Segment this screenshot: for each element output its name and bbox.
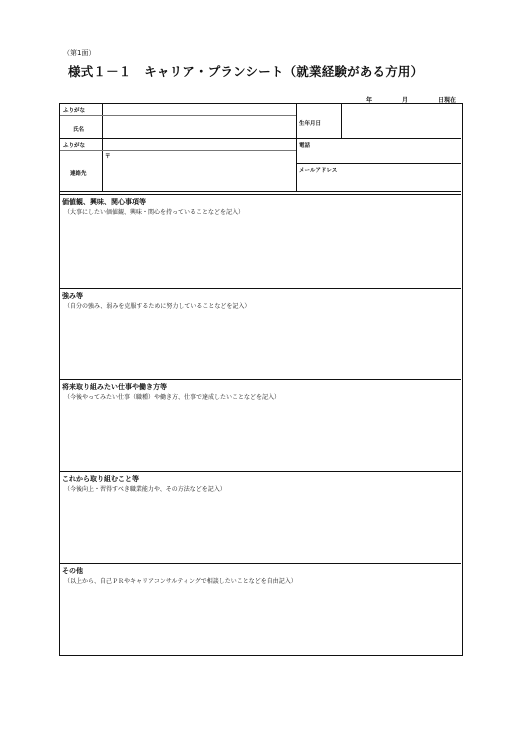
- section-next-steps-instructions: （今後向上・習得すべき職業能力や、その方法などを記入）: [64, 486, 226, 493]
- section-strengths-instructions: （自分の強み、弱みを克服するために努力していることなどを記入）: [64, 303, 251, 310]
- form-title: 様式１－１ キャリア・プランシート（就業経験がある方用）: [68, 64, 424, 79]
- section-5-top: [60, 563, 461, 564]
- section-3-top: [60, 379, 461, 380]
- section-future-work-title: 将来取り組みたい仕事や働き方等: [62, 383, 167, 391]
- section-other-instructions: （以上から、自己ＰＲやキャリアコンサルティングで相談したいことなどを自由記入）: [64, 578, 297, 585]
- page-number-note: （第1面）: [63, 49, 96, 57]
- furigana-label-2: ふりがな: [63, 143, 86, 149]
- contact-label: 連絡先: [70, 171, 87, 177]
- section-other-title: その他: [62, 567, 83, 575]
- section-strengths-title: 強み等: [62, 292, 83, 300]
- date-as-of-label: 日現在: [438, 97, 457, 104]
- phone-email-divider: [296, 163, 461, 164]
- phone-label: 電話: [299, 143, 311, 149]
- section-values-instructions: （大事にしたい価値観、興味・関心を持っていることなどを記入）: [64, 209, 245, 216]
- section-4-top: [60, 471, 461, 472]
- label-column-divider: [102, 104, 103, 191]
- section-values-title: 価値観、興味、関心事項等: [62, 198, 146, 206]
- date-year-label: 年: [366, 97, 373, 104]
- birthdate-divider: [341, 104, 342, 138]
- name-row-bottom: [60, 138, 461, 139]
- date-month-label: 月: [402, 97, 409, 104]
- name-label: 氏名: [73, 127, 85, 133]
- section-next-steps-title: これから取り組むこと等: [62, 475, 139, 483]
- career-plan-form: [59, 103, 463, 656]
- email-label: メールアドレス: [299, 168, 338, 174]
- furigana-name-divider: [60, 115, 296, 116]
- postal-mark: 〒: [105, 154, 111, 160]
- section-1-top: [60, 194, 461, 195]
- birthdate-label: 生年月日: [299, 121, 322, 127]
- personal-block-bottom: [60, 191, 461, 192]
- section-future-work-instructions: （今後やってみたい仕事（職種）や働き方、仕事で達成したいことなどを記入）: [64, 394, 281, 401]
- section-2-top: [60, 288, 461, 289]
- furigana-label-1: ふりがな: [63, 108, 86, 114]
- center-column-divider: [296, 104, 297, 191]
- furigana-contact-divider: [60, 150, 296, 151]
